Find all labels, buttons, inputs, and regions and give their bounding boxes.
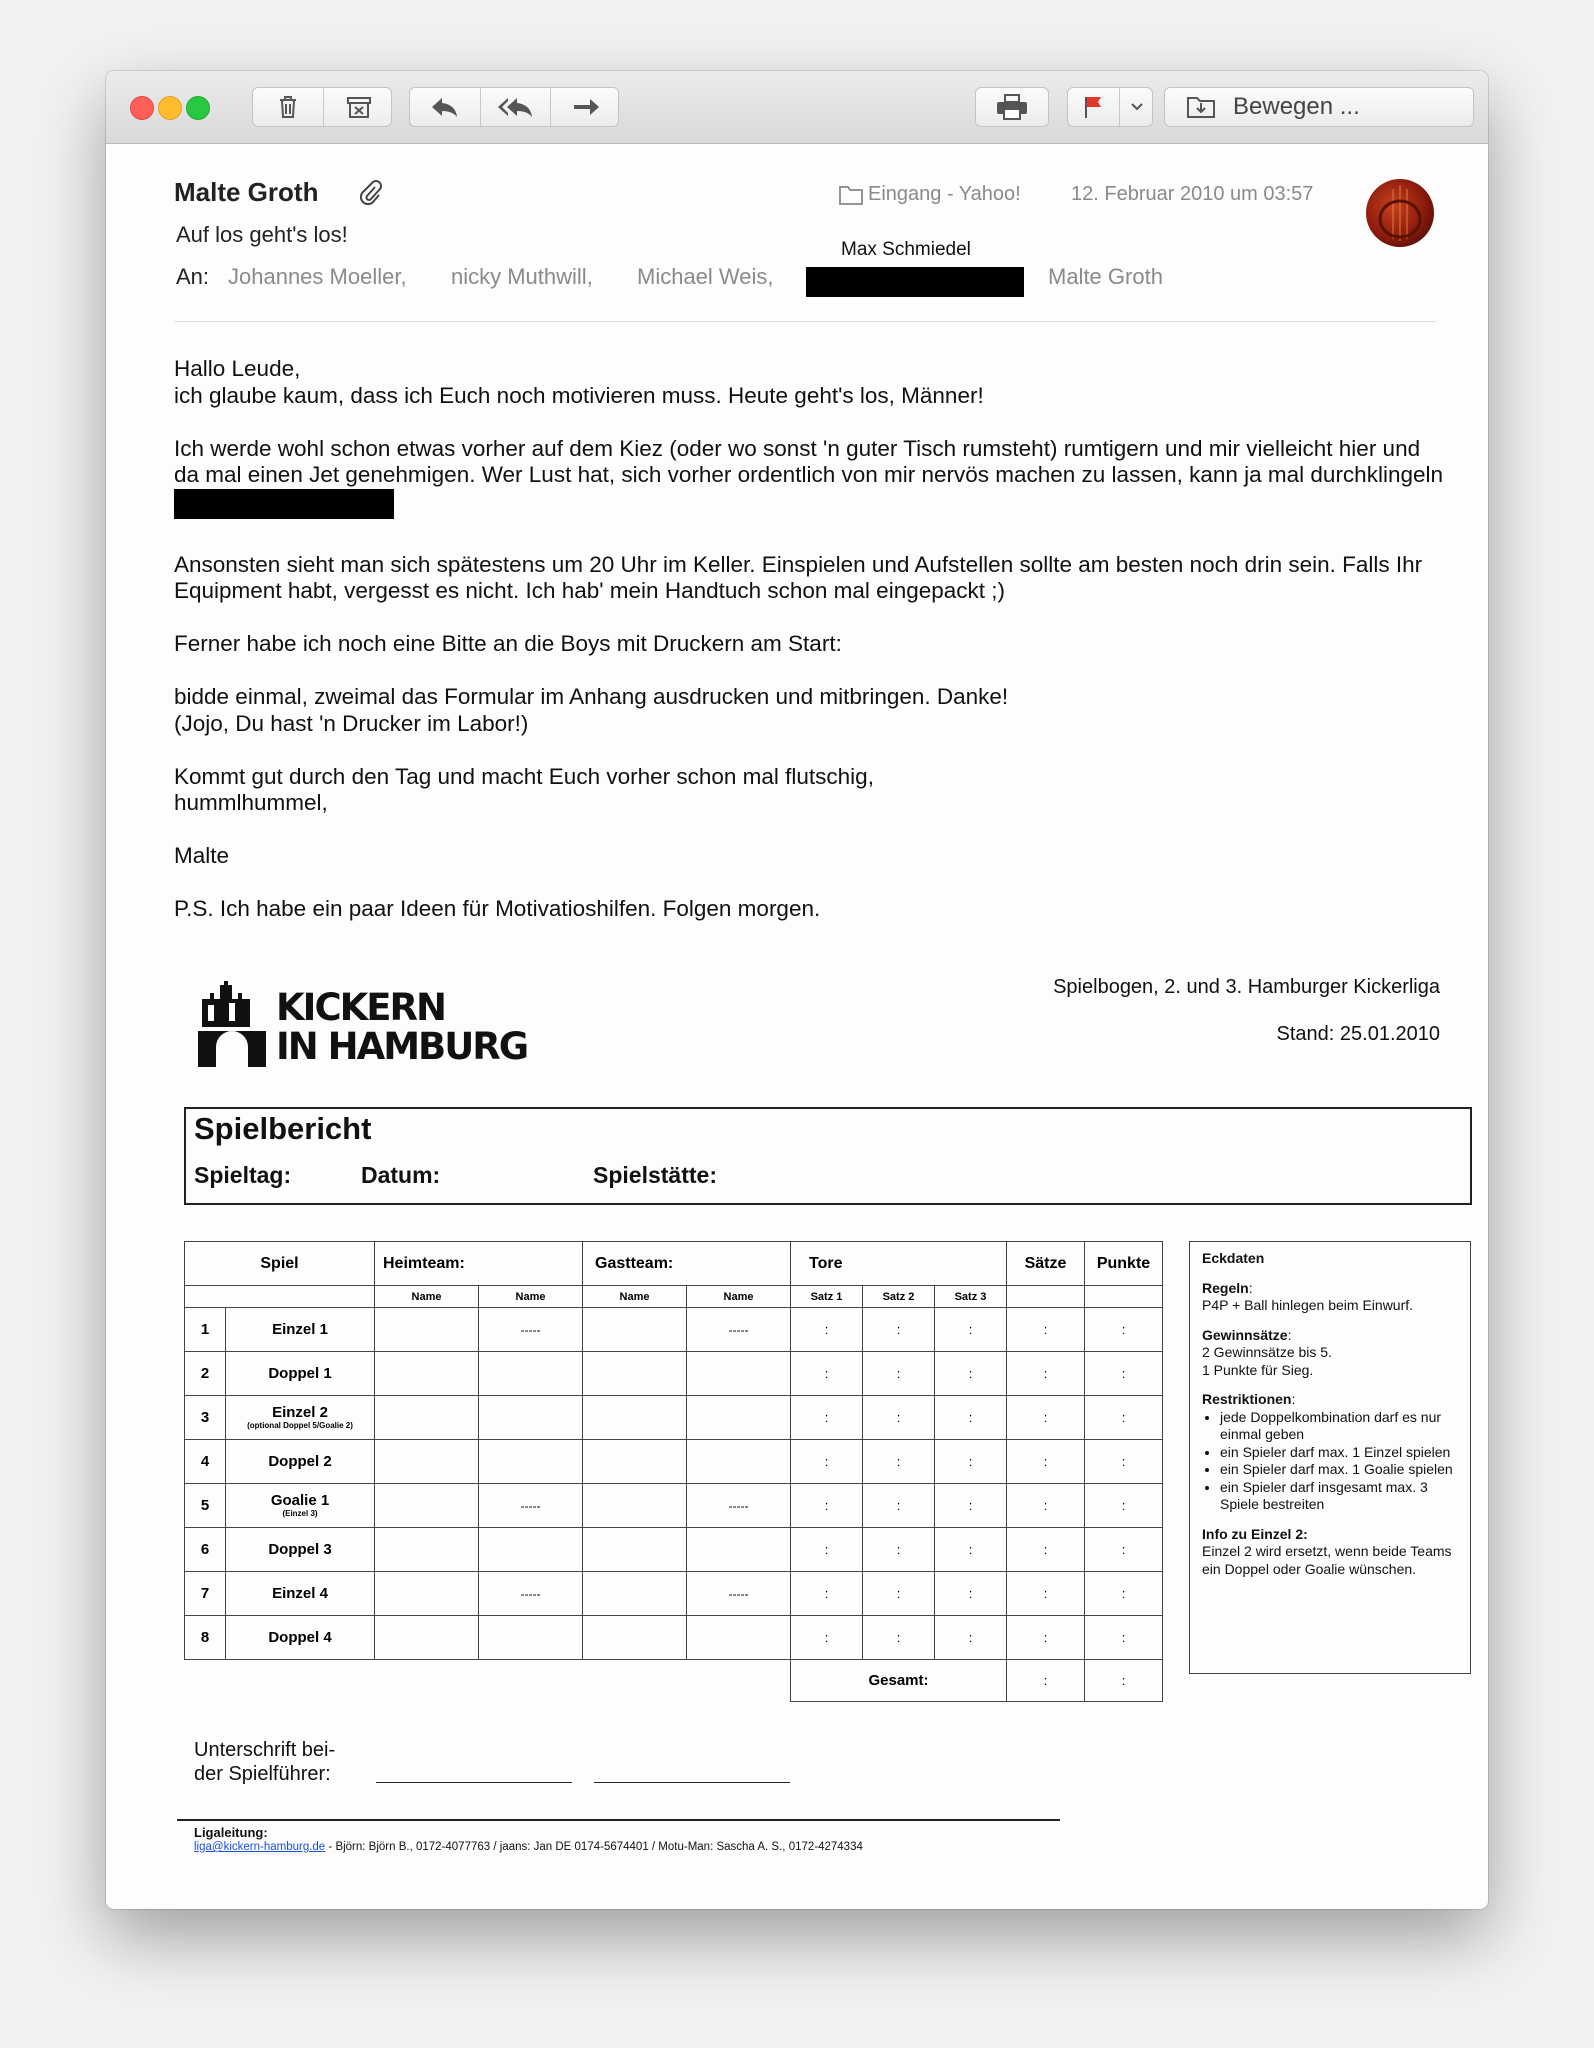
signature-label-line: der Spielführer: — [194, 1763, 331, 1785]
body-paragraph: P.S. Ich habe ein paar Ideen für Motivatioshilfen. Folgen morgen. — [174, 896, 821, 921]
score-cell-punkte[interactable]: : — [1085, 1572, 1163, 1616]
info-label: Info zu Einzel 2: — [1202, 1525, 1308, 1542]
player-name-cell[interactable] — [687, 1616, 791, 1660]
header-satz-3: Satz 3 — [935, 1286, 1007, 1308]
row-game — [226, 1396, 375, 1440]
score-cell-saetze[interactable]: : — [1007, 1308, 1085, 1352]
table-row — [185, 1440, 1163, 1484]
unused-name-cell: ----- — [687, 1572, 791, 1616]
score-cell-satz-1[interactable]: : — [791, 1352, 863, 1396]
recipient[interactable]: nicky Muthwill, — [451, 264, 593, 289]
score-cell-satz-1[interactable]: : — [791, 1308, 863, 1352]
score-cell-punkte[interactable]: : — [1085, 1616, 1163, 1660]
regeln-text: P4P + Ball hinlegen beim Einwurf. — [1202, 1297, 1414, 1313]
score-cell-satz-1[interactable]: : — [791, 1572, 863, 1616]
restriktion-item: • ein Spieler darf max. 1 Einzel spielen — [1220, 1444, 1458, 1462]
score-cell-satz-3[interactable]: : — [935, 1528, 1007, 1572]
footer-contacts — [194, 1841, 863, 1853]
body-paragraph: (Jojo, Du hast 'n Drucker im Labor!) — [174, 710, 529, 736]
game-note: (optional Doppel 5/Goalie 2) — [247, 1420, 353, 1430]
body-paragraph: Ansonsten sieht man sich spätestens um 20 Uhr im Keller. Einspielen und Aufstellen sollte am besten noch drin sein. Falls Ihr Equipment habt, vergesst es nicht. Ich hab' mein Handtuch schon mal eingepackt ;) — [174, 551, 1423, 603]
table-row — [185, 1572, 1163, 1616]
signature-line-home — [376, 1782, 572, 1783]
score-cell-satz-2[interactable]: : — [863, 1528, 935, 1572]
move-label: Bewegen ... — [1233, 93, 1360, 120]
game-name: Einzel 2 — [272, 1403, 328, 1421]
score-cell-saetze[interactable]: : — [1007, 1352, 1085, 1396]
row-number: 8 — [185, 1616, 226, 1660]
header-punkte: Punkte — [1085, 1242, 1163, 1286]
player-name-cell[interactable] — [583, 1308, 687, 1352]
header-satz-1: Satz 1 — [791, 1286, 863, 1308]
score-cell-satz-1[interactable]: : — [791, 1396, 863, 1440]
sheet-title: Spielbogen, 2. und 3. Hamburger Kickerliga — [1053, 976, 1440, 998]
footer-email-link[interactable]: liga@kickern-hamburg.de — [194, 1841, 326, 1853]
unused-name-cell: ----- — [479, 1572, 583, 1616]
row-game — [226, 1616, 375, 1660]
score-cell-satz-3[interactable]: : — [935, 1572, 1007, 1616]
game-name: Doppel 4 — [268, 1628, 332, 1646]
player-name-cell[interactable] — [687, 1528, 791, 1572]
header-name: Name — [375, 1286, 479, 1308]
game-name: Einzel 1 — [272, 1320, 328, 1338]
row-number: 4 — [185, 1440, 226, 1484]
footer-contacts-text: - Björn: Björn B., 0172-4077763 / jaans: Jan DE 0174-5674401 / Motu-Man: Sascha A. S., 0172-4274334 — [325, 1841, 863, 1853]
player-name-cell[interactable] — [375, 1528, 479, 1572]
score-cell-satz-3[interactable]: : — [935, 1308, 1007, 1352]
body-paragraph: Kommt gut durch den Tag und macht Euch vorher schon mal flutschig, — [174, 763, 874, 789]
body-paragraph: hummlhummel, — [174, 790, 328, 815]
attachment-preview[interactable] — [106, 71, 1488, 1909]
row-number: 3 — [185, 1396, 226, 1440]
logo-line1: KICKERN — [276, 986, 445, 1029]
recipient[interactable]: Michael Weis, — [637, 264, 774, 289]
score-cell-satz-1[interactable]: : — [791, 1528, 863, 1572]
score-cell-punkte[interactable]: : — [1085, 1528, 1163, 1572]
player-name-cell[interactable] — [583, 1484, 687, 1528]
header-gastteam: Gastteam: — [583, 1242, 791, 1286]
player-name-cell[interactable] — [375, 1440, 479, 1484]
player-name-cell[interactable] — [375, 1616, 479, 1660]
body-paragraph: Ferner habe ich noch eine Bitte an die Boys mit Druckern am Start: — [174, 631, 842, 656]
footer-label: Ligaleitung: — [194, 1825, 268, 1840]
score-table — [184, 1241, 1163, 1702]
total-punkte: : — [1085, 1660, 1163, 1702]
header-name: Name — [583, 1286, 687, 1308]
logo-line2: IN HAMBURG — [276, 1025, 528, 1068]
score-cell-satz-3[interactable]: : — [935, 1440, 1007, 1484]
header-heimteam: Heimteam: — [375, 1242, 583, 1286]
header-name: Name — [479, 1286, 583, 1308]
score-rows — [185, 1308, 1163, 1660]
datum-label: Datum: — [361, 1162, 441, 1188]
game-name: Doppel 1 — [268, 1364, 332, 1382]
gewinnsaetze-text: 2 Gewinnsätze bis 5. — [1202, 1344, 1332, 1360]
gesamt-label: Gesamt: — [791, 1660, 1007, 1702]
report-title: Spielbericht — [194, 1111, 372, 1146]
game-name: Doppel 3 — [268, 1540, 332, 1558]
game-note: (Einzel 3) — [282, 1508, 318, 1518]
player-name-cell[interactable] — [375, 1396, 479, 1440]
gewinnsaetze-label: Gewinnsätze — [1202, 1326, 1288, 1343]
table-row — [185, 1528, 1163, 1572]
recipient[interactable]: Malte Groth — [1048, 264, 1163, 289]
unused-name-cell: ----- — [479, 1484, 583, 1528]
mail-window — [106, 71, 1488, 1909]
castle-icon — [196, 973, 268, 1069]
signature-line-guest — [594, 1782, 790, 1783]
player-name-cell[interactable] — [583, 1616, 687, 1660]
row-game — [226, 1528, 375, 1572]
row-game — [226, 1440, 375, 1484]
total-saetze: : — [1007, 1660, 1085, 1702]
restriktionen-list — [1202, 1409, 1458, 1514]
subject: Auf los geht's los! — [176, 222, 348, 247]
empty-cell — [185, 1660, 791, 1702]
player-name-cell[interactable] — [479, 1616, 583, 1660]
row-game — [226, 1308, 375, 1352]
sheet-stand: Stand: 25.01.2010 — [1276, 1023, 1440, 1045]
body-paragraph: Ich werde wohl schon etwas vorher auf dem Kiez (oder wo sonst 'n guter Tisch rumsteht) rumtigern und mir vielleicht hier und da mal einen Jet genehmigen. Wer Lust hat, sich vorher ordentlich von mir nervös machen zu lassen, kann ja mal durchklingeln — [174, 435, 1443, 487]
gewinnsaetze-text: 1 Punkte für Sieg. — [1202, 1361, 1314, 1378]
eckdaten-title: Eckdaten — [1202, 1250, 1265, 1266]
game-name: Goalie 1 — [270, 1491, 330, 1509]
header-spiel: Spiel — [185, 1242, 375, 1286]
player-name-cell[interactable] — [375, 1572, 479, 1616]
player-name-cell[interactable] — [375, 1308, 479, 1352]
eckdaten-box: Eckdaten Regeln: P4P + Ball hinlegen beim Einwurf. Gewinnsätze: 2 Gewinnsätze bis 5. 1 Punkte für Sieg. Restriktionen: • jede Doppelkombination darf es nur einmal geben • ein Spieler darf max. 1 Einzel spielen • ein Spieler darf max. 1 Goalie spielen • ein Spieler darf insgesamt max. 3 Spiele bestreiten Info zu Einzel 2: Einzel 2 wird ersetzt, wenn beide Teams ein Doppel oder Goalie wünschen. — [1189, 1241, 1471, 1674]
score-cell-satz-2[interactable]: : — [863, 1484, 935, 1528]
table-row — [185, 1484, 1163, 1528]
score-cell-punkte[interactable]: : — [1085, 1396, 1163, 1440]
spieltag-label: Spieltag: — [194, 1162, 292, 1188]
row-number: 1 — [185, 1308, 226, 1352]
score-cell-satz-2[interactable]: : — [863, 1308, 935, 1352]
restriktionen-label: Restriktionen — [1202, 1391, 1292, 1407]
score-cell-satz-2[interactable]: : — [863, 1396, 935, 1440]
sender-name[interactable]: Malte Groth — [174, 177, 319, 207]
empty-cell — [1007, 1286, 1085, 1308]
score-cell-satz-3[interactable]: : — [935, 1396, 1007, 1440]
header-tore: Tore — [791, 1242, 1007, 1286]
row-game — [226, 1572, 375, 1616]
score-cell-punkte[interactable]: : — [1085, 1484, 1163, 1528]
report-box — [184, 1107, 1472, 1205]
table-row — [185, 1308, 1163, 1352]
score-cell-satz-1[interactable]: : — [791, 1616, 863, 1660]
score-cell-satz-2[interactable]: : — [863, 1352, 935, 1396]
score-cell-saetze[interactable]: : — [1007, 1484, 1085, 1528]
player-name-cell[interactable] — [583, 1440, 687, 1484]
player-name-cell[interactable] — [583, 1352, 687, 1396]
mailbox-name[interactable]: Eingang - Yahoo! — [868, 183, 1021, 205]
player-name-cell[interactable] — [375, 1352, 479, 1396]
player-name-cell[interactable] — [583, 1396, 687, 1440]
score-cell-saetze[interactable]: : — [1007, 1572, 1085, 1616]
body-paragraph: Malte — [174, 843, 230, 868]
player-name-cell[interactable] — [583, 1528, 687, 1572]
info-text: Einzel 2 wird ersetzt, wenn beide Teams ein Doppel oder Goalie wünschen. — [1202, 1543, 1452, 1577]
body-paragraph: ich glaube kaum, dass ich Euch noch motivieren muss. Heute geht's los, Männer! — [174, 382, 984, 408]
body-paragraph: Hallo Leude, — [174, 356, 301, 381]
unused-name-cell: ----- — [687, 1308, 791, 1352]
score-cell-satz-3[interactable]: : — [935, 1352, 1007, 1396]
kickern-hamburg-logo — [196, 973, 556, 1073]
body-paragraph: bidde einmal, zweimal das Formular im Anhang ausdrucken und mitbringen. Danke! — [174, 684, 1009, 709]
score-cell-saetze[interactable]: : — [1007, 1396, 1085, 1440]
row-game — [226, 1352, 375, 1396]
player-name-cell[interactable] — [479, 1352, 583, 1396]
player-name-cell[interactable] — [479, 1440, 583, 1484]
score-cell-satz-1[interactable]: : — [791, 1440, 863, 1484]
row-number: 2 — [185, 1352, 226, 1396]
score-cell-punkte[interactable]: : — [1085, 1308, 1163, 1352]
header-satz-2: Satz 2 — [863, 1286, 935, 1308]
score-cell-saetze[interactable]: : — [1007, 1616, 1085, 1660]
restriktion-item: • jede Doppelkombination darf es nur einmal geben — [1220, 1409, 1458, 1444]
footer-divider — [177, 1819, 1060, 1821]
game-name: Einzel 4 — [272, 1584, 328, 1602]
header-saetze: Sätze — [1007, 1242, 1085, 1286]
to-label: An: — [176, 264, 210, 289]
player-name-cell[interactable] — [375, 1484, 479, 1528]
player-name-cell[interactable] — [583, 1572, 687, 1616]
regeln-label: Regeln — [1202, 1279, 1249, 1296]
score-cell-satz-3[interactable]: : — [935, 1616, 1007, 1660]
player-name-cell[interactable] — [479, 1528, 583, 1572]
signature-label-line: Unterschrift bei- — [194, 1739, 336, 1761]
score-cell-satz-1[interactable]: : — [791, 1484, 863, 1528]
empty-cell — [1085, 1286, 1163, 1308]
restriktion-item: • ein Spieler darf insgesamt max. 3 Spiele bestreiten — [1220, 1479, 1458, 1514]
score-cell-satz-3[interactable]: : — [935, 1484, 1007, 1528]
row-game — [226, 1484, 375, 1528]
table-row — [185, 1616, 1163, 1660]
table-row — [185, 1352, 1163, 1396]
row-number: 6 — [185, 1528, 226, 1572]
score-cell-saetze[interactable]: : — [1007, 1440, 1085, 1484]
score-cell-satz-2[interactable]: : — [863, 1440, 935, 1484]
redaction-label: Max Schmiedel — [841, 239, 971, 260]
row-number: 5 — [185, 1484, 226, 1528]
signature-label — [194, 1738, 335, 1786]
player-name-cell[interactable] — [687, 1440, 791, 1484]
score-cell-punkte[interactable]: : — [1085, 1352, 1163, 1396]
player-name-cell[interactable] — [479, 1396, 583, 1440]
player-name-cell[interactable] — [687, 1396, 791, 1440]
row-number: 7 — [185, 1572, 226, 1616]
score-cell-satz-2[interactable]: : — [863, 1616, 935, 1660]
player-name-cell[interactable] — [687, 1352, 791, 1396]
score-cell-punkte[interactable]: : — [1085, 1440, 1163, 1484]
header-name: Name — [687, 1286, 791, 1308]
score-cell-saetze[interactable]: : — [1007, 1528, 1085, 1572]
unused-name-cell: ----- — [687, 1484, 791, 1528]
unused-name-cell: ----- — [479, 1308, 583, 1352]
game-name: Doppel 2 — [268, 1452, 332, 1470]
empty-cell — [185, 1286, 375, 1308]
table-row — [185, 1396, 1163, 1440]
spielstaette-label: Spielstätte: — [593, 1162, 717, 1188]
recipient[interactable]: Johannes Moeller, — [228, 264, 407, 289]
score-cell-satz-2[interactable]: : — [863, 1572, 935, 1616]
restriktion-item: • ein Spieler darf max. 1 Goalie spielen — [1220, 1461, 1458, 1479]
message-date: 12. Februar 2010 um 03:57 — [1071, 183, 1314, 205]
